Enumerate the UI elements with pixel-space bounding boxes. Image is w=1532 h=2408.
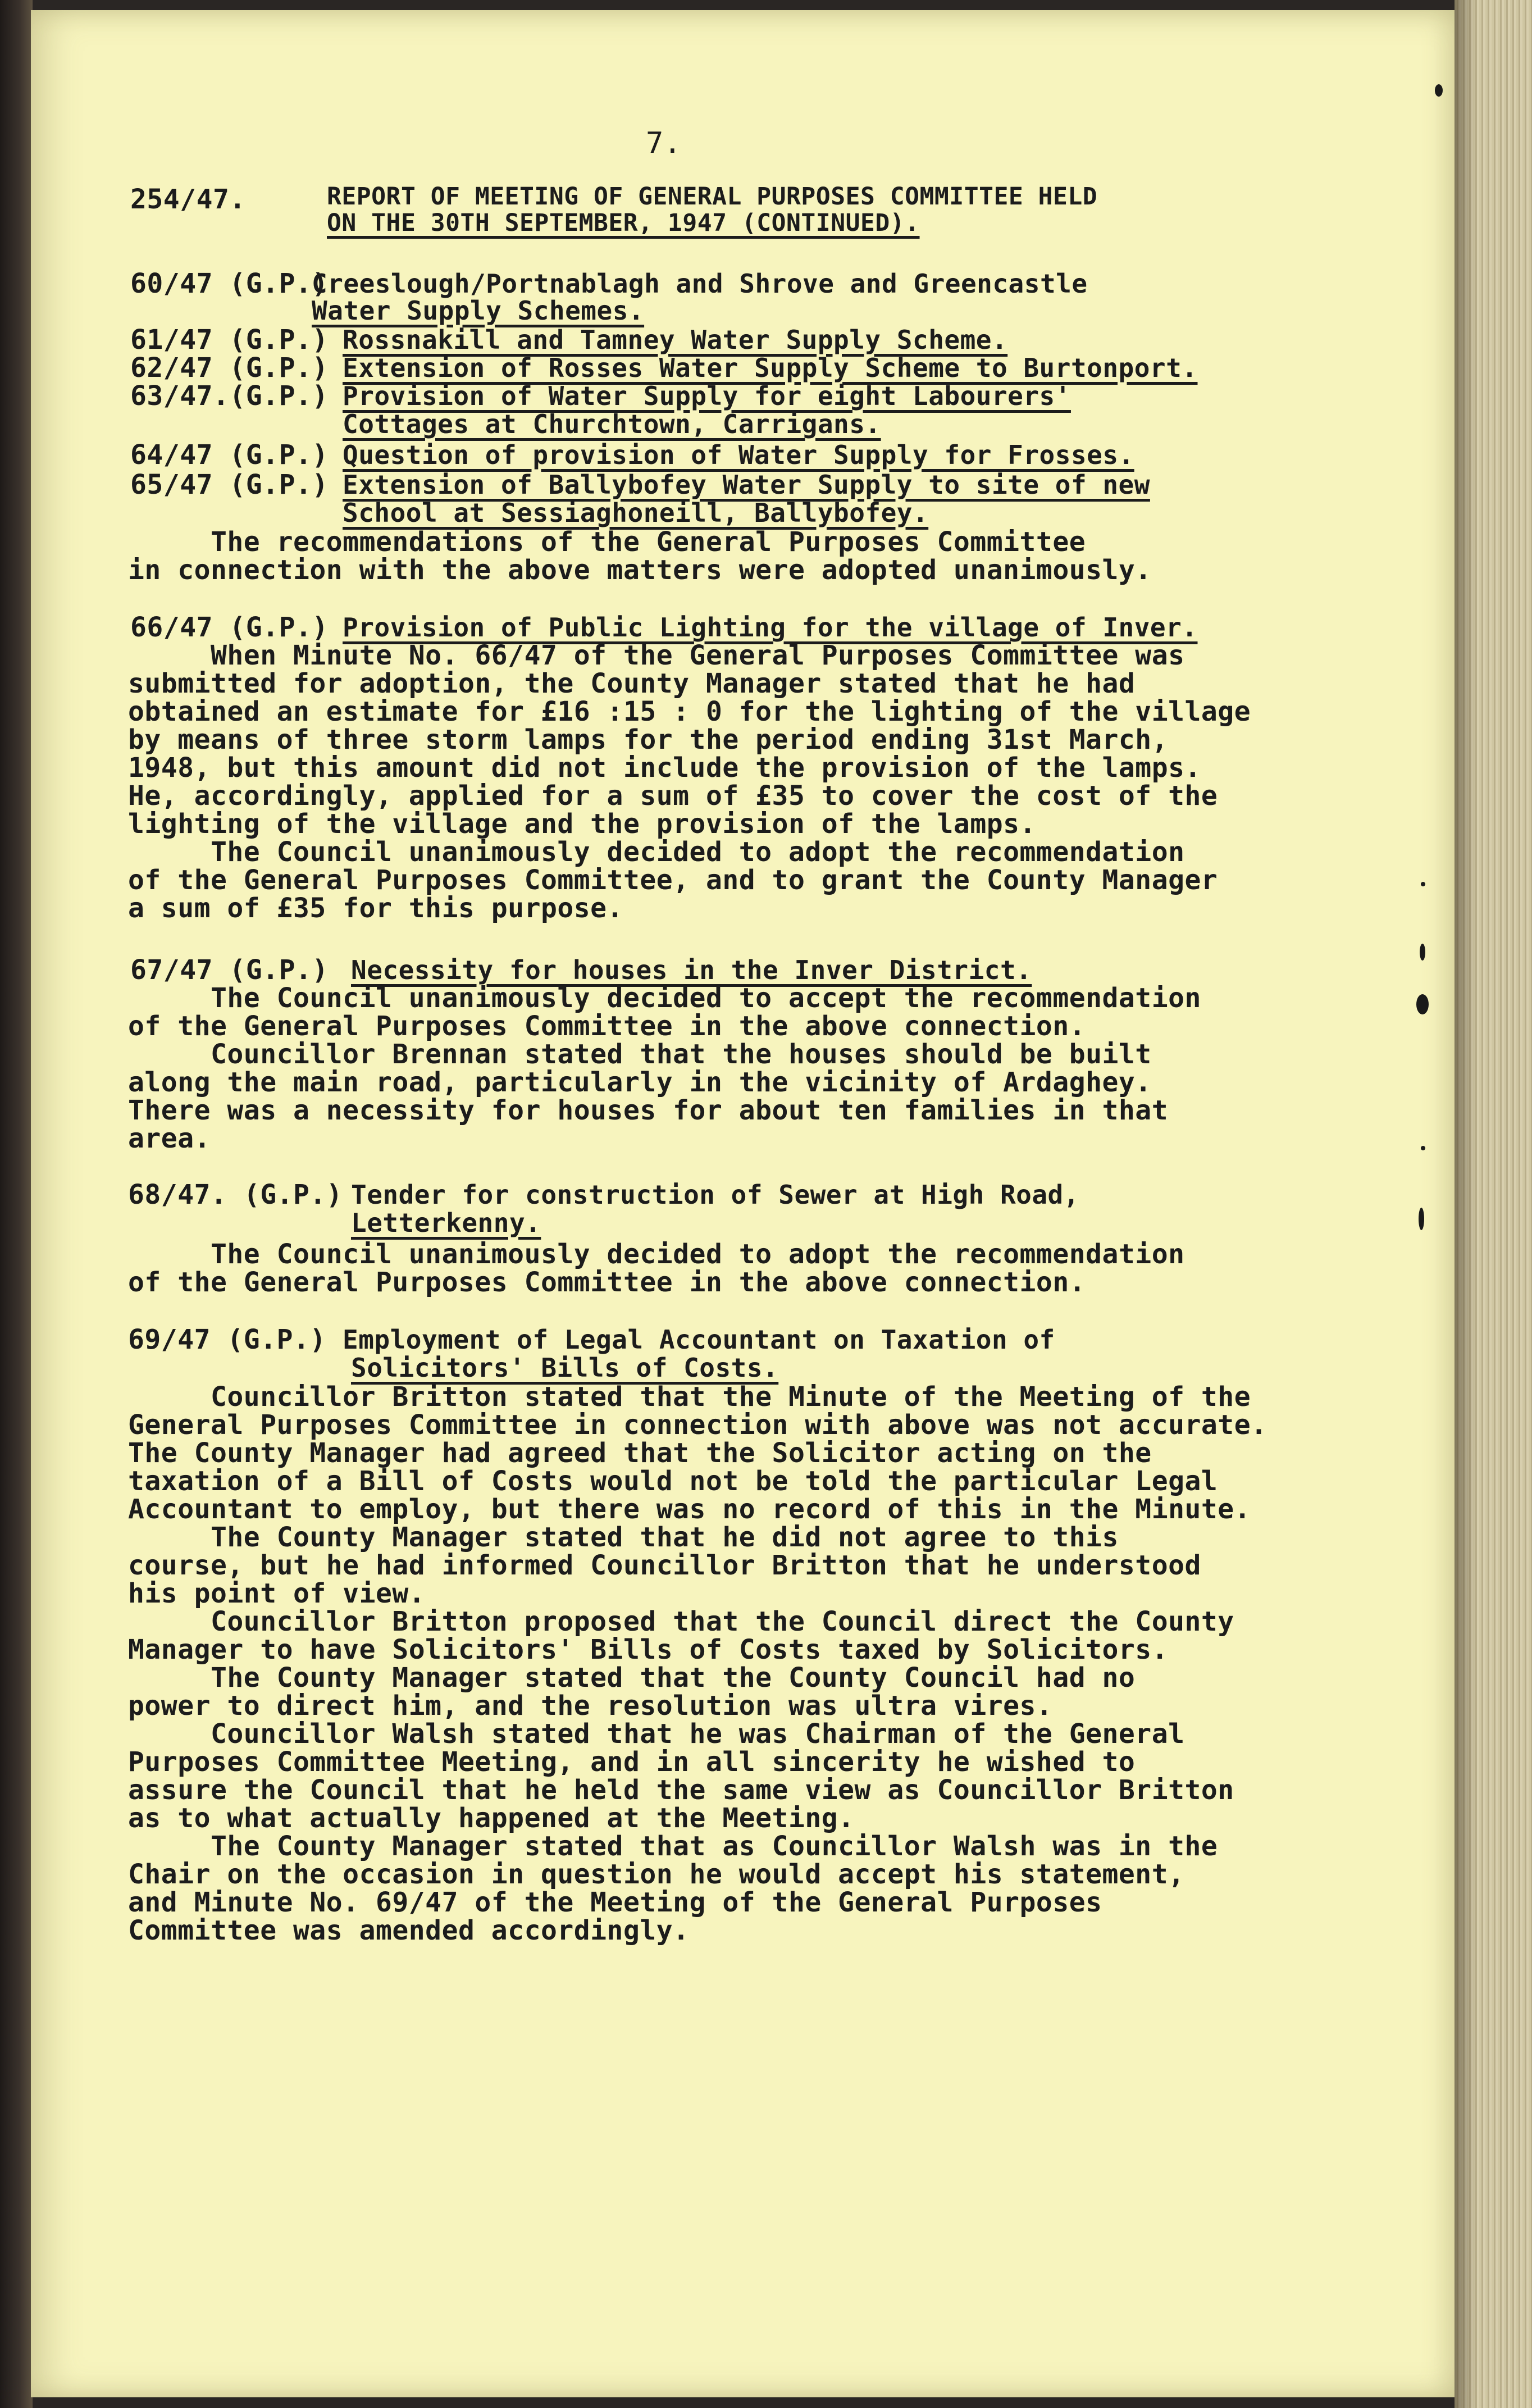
item-ref: 66/47 (G.P.) — [130, 612, 329, 643]
item-title-cont: School at Sessiaghoneill, Ballybofey. — [343, 498, 929, 528]
body-line: of the General Purposes Committee in the above connection. — [128, 1267, 1086, 1298]
item-ref: 60/47 (G.P.) — [130, 268, 329, 299]
body-line: Councillor Walsh stated that he was Chairman of the General — [128, 1718, 1185, 1750]
item-ref: 69/47 (G.P.) — [128, 1324, 326, 1355]
body-line: General Purposes Committee in connection with above was not accurate. — [128, 1409, 1267, 1441]
ink-mark — [1421, 1146, 1425, 1150]
header-title-line2: ON THE 30TH SEPTEMBER, 1947 (CONTINUED). — [327, 209, 920, 237]
body-line: The County Manager stated that the County Council had no — [128, 1662, 1136, 1694]
body-line: as to what actually happened at the Meeting. — [128, 1802, 855, 1834]
item-title: Question of provision of Water Supply for Frosses. — [343, 440, 1134, 470]
item-ref: 65/47 (G.P.) — [130, 469, 329, 500]
item-title: Tender for construction of Sewer at High Road, — [351, 1180, 1079, 1210]
body-line: The Council unanimously decided to adopt the recommendation — [128, 1239, 1185, 1270]
body-line: There was a necessity for houses for about ten families in that — [128, 1095, 1169, 1126]
body-line: The County Manager stated that as Councillor Walsh was in the — [128, 1831, 1218, 1862]
item-title: Necessity for houses in the Inver District. — [351, 955, 1032, 985]
header-title-line1: REPORT OF MEETING OF GENERAL PURPOSES COMMITTEE HELD — [327, 183, 1098, 211]
item-title: Extension of Rosses Water Supply Scheme to Burtonport. — [343, 353, 1198, 383]
page-number: 7. — [646, 126, 682, 160]
item-ref: 62/47 (G.P.) — [130, 352, 329, 384]
item-title-cont: Cottages at Churchtown, Carrigans. — [343, 409, 881, 439]
body-line: The Council unanimously decided to accept the recommendation — [128, 982, 1201, 1014]
body-line: The County Manager stated that he did not agree to this — [128, 1522, 1119, 1553]
item-ref: 68/47. (G.P.) — [128, 1179, 343, 1210]
body-line: assure the Council that he held the same view as Councillor Britton — [128, 1774, 1234, 1806]
body-line: and Minute No. 69/47 of the Meeting of the General Purposes — [128, 1887, 1102, 1918]
body-line: of the General Purposes Committee, and to grant the County Manager — [128, 864, 1218, 896]
body-line: Committee was amended accordingly. — [128, 1915, 690, 1946]
item-title: Rossnakill and Tamney Water Supply Scheme. — [343, 325, 1008, 355]
ink-mark — [1420, 944, 1425, 961]
ink-mark — [1419, 1208, 1424, 1230]
item-ref: 64/47 (G.P.) — [130, 439, 329, 471]
body-line: along the main road, particularly in the vicinity of Ardaghey. — [128, 1067, 1152, 1098]
item-title: Extension of Ballybofey Water Supply to site of new — [343, 470, 1150, 500]
body-line: The Council unanimously decided to adopt the recommendation — [128, 836, 1185, 868]
header-ref: 254/47. — [130, 184, 246, 215]
ink-mark — [1421, 882, 1425, 886]
body-line: Manager to have Solicitors' Bills of Costs taxed by Solicitors. — [128, 1634, 1169, 1665]
body-line: Councillor Brennan stated that the houses should be built — [128, 1039, 1152, 1070]
body-line: in connection with the above matters were adopted unanimously. — [128, 554, 1152, 586]
item-title: Provision of Public Lighting for the village of Inver. — [343, 612, 1198, 643]
item-title-cont: Solicitors' Bills of Costs. — [351, 1353, 779, 1383]
item-title: Provision of Water Supply for eight Labourers' — [343, 381, 1071, 411]
ink-mark — [1416, 994, 1429, 1014]
body-line: by means of three storm lamps for the period ending 31st March, — [128, 724, 1169, 755]
body-line: obtained an estimate for £16 :15 : 0 for the lighting of the village — [128, 696, 1251, 727]
body-line: Accountant to employ, but there was no record of this in the Minute. — [128, 1494, 1251, 1525]
body-line: submitted for adoption, the County Manager stated that he had — [128, 668, 1136, 699]
body-line: 1948, but this amount did not include the provision of the lamps. — [128, 752, 1201, 784]
body-line: Councillor Britton proposed that the Council direct the County — [128, 1606, 1234, 1637]
item-ref: 67/47 (G.P.) — [130, 954, 329, 986]
body-line: Chair on the occasion in question he would accept his statement, — [128, 1859, 1185, 1890]
item-title-cont: Letterkenny. — [351, 1208, 541, 1238]
body-line: power to direct him, and the resolution was ultra vires. — [128, 1690, 1053, 1722]
body-line: Councillor Britton stated that the Minute of the Meeting of the — [128, 1381, 1251, 1413]
body-line: The County Manager had agreed that the Solicitor acting on the — [128, 1437, 1152, 1469]
item-title: Employment of Legal Accountant on Taxation of — [343, 1324, 1055, 1355]
body-line: He, accordingly, applied for a sum of £35 to cover the cost of the — [128, 780, 1218, 812]
body-line: When Minute No. 66/47 of the General Purposes Committee was — [128, 640, 1185, 671]
body-line: lighting of the village and the provision of the lamps. — [128, 808, 1036, 840]
body-line: taxation of a Bill of Costs would not be told the particular Legal — [128, 1465, 1218, 1497]
body-line: area. — [128, 1123, 211, 1154]
ink-mark — [1435, 84, 1443, 97]
body-line: of the General Purposes Committee in the above connection. — [128, 1010, 1086, 1042]
item-title: Creeslough/Portnablagh and Shrove and Greencastle — [312, 268, 1088, 299]
book-binding — [0, 0, 33, 2408]
body-line: Purposes Committee Meeting, and in all sincerity he wished to — [128, 1746, 1136, 1778]
item-ref: 63/47.(G.P.) — [130, 380, 329, 412]
body-line: a sum of £35 for this purpose. — [128, 893, 623, 924]
body-line: The recommendations of the General Purposes Committee — [128, 526, 1086, 558]
item-title-cont: Water Supply Schemes. — [312, 295, 645, 326]
body-line: course, but he had informed Councillor Britton that he understood — [128, 1550, 1201, 1581]
body-line: his point of view. — [128, 1578, 426, 1609]
item-ref: 61/47 (G.P.) — [130, 324, 329, 356]
page-edge-shadow — [1455, 0, 1477, 2408]
